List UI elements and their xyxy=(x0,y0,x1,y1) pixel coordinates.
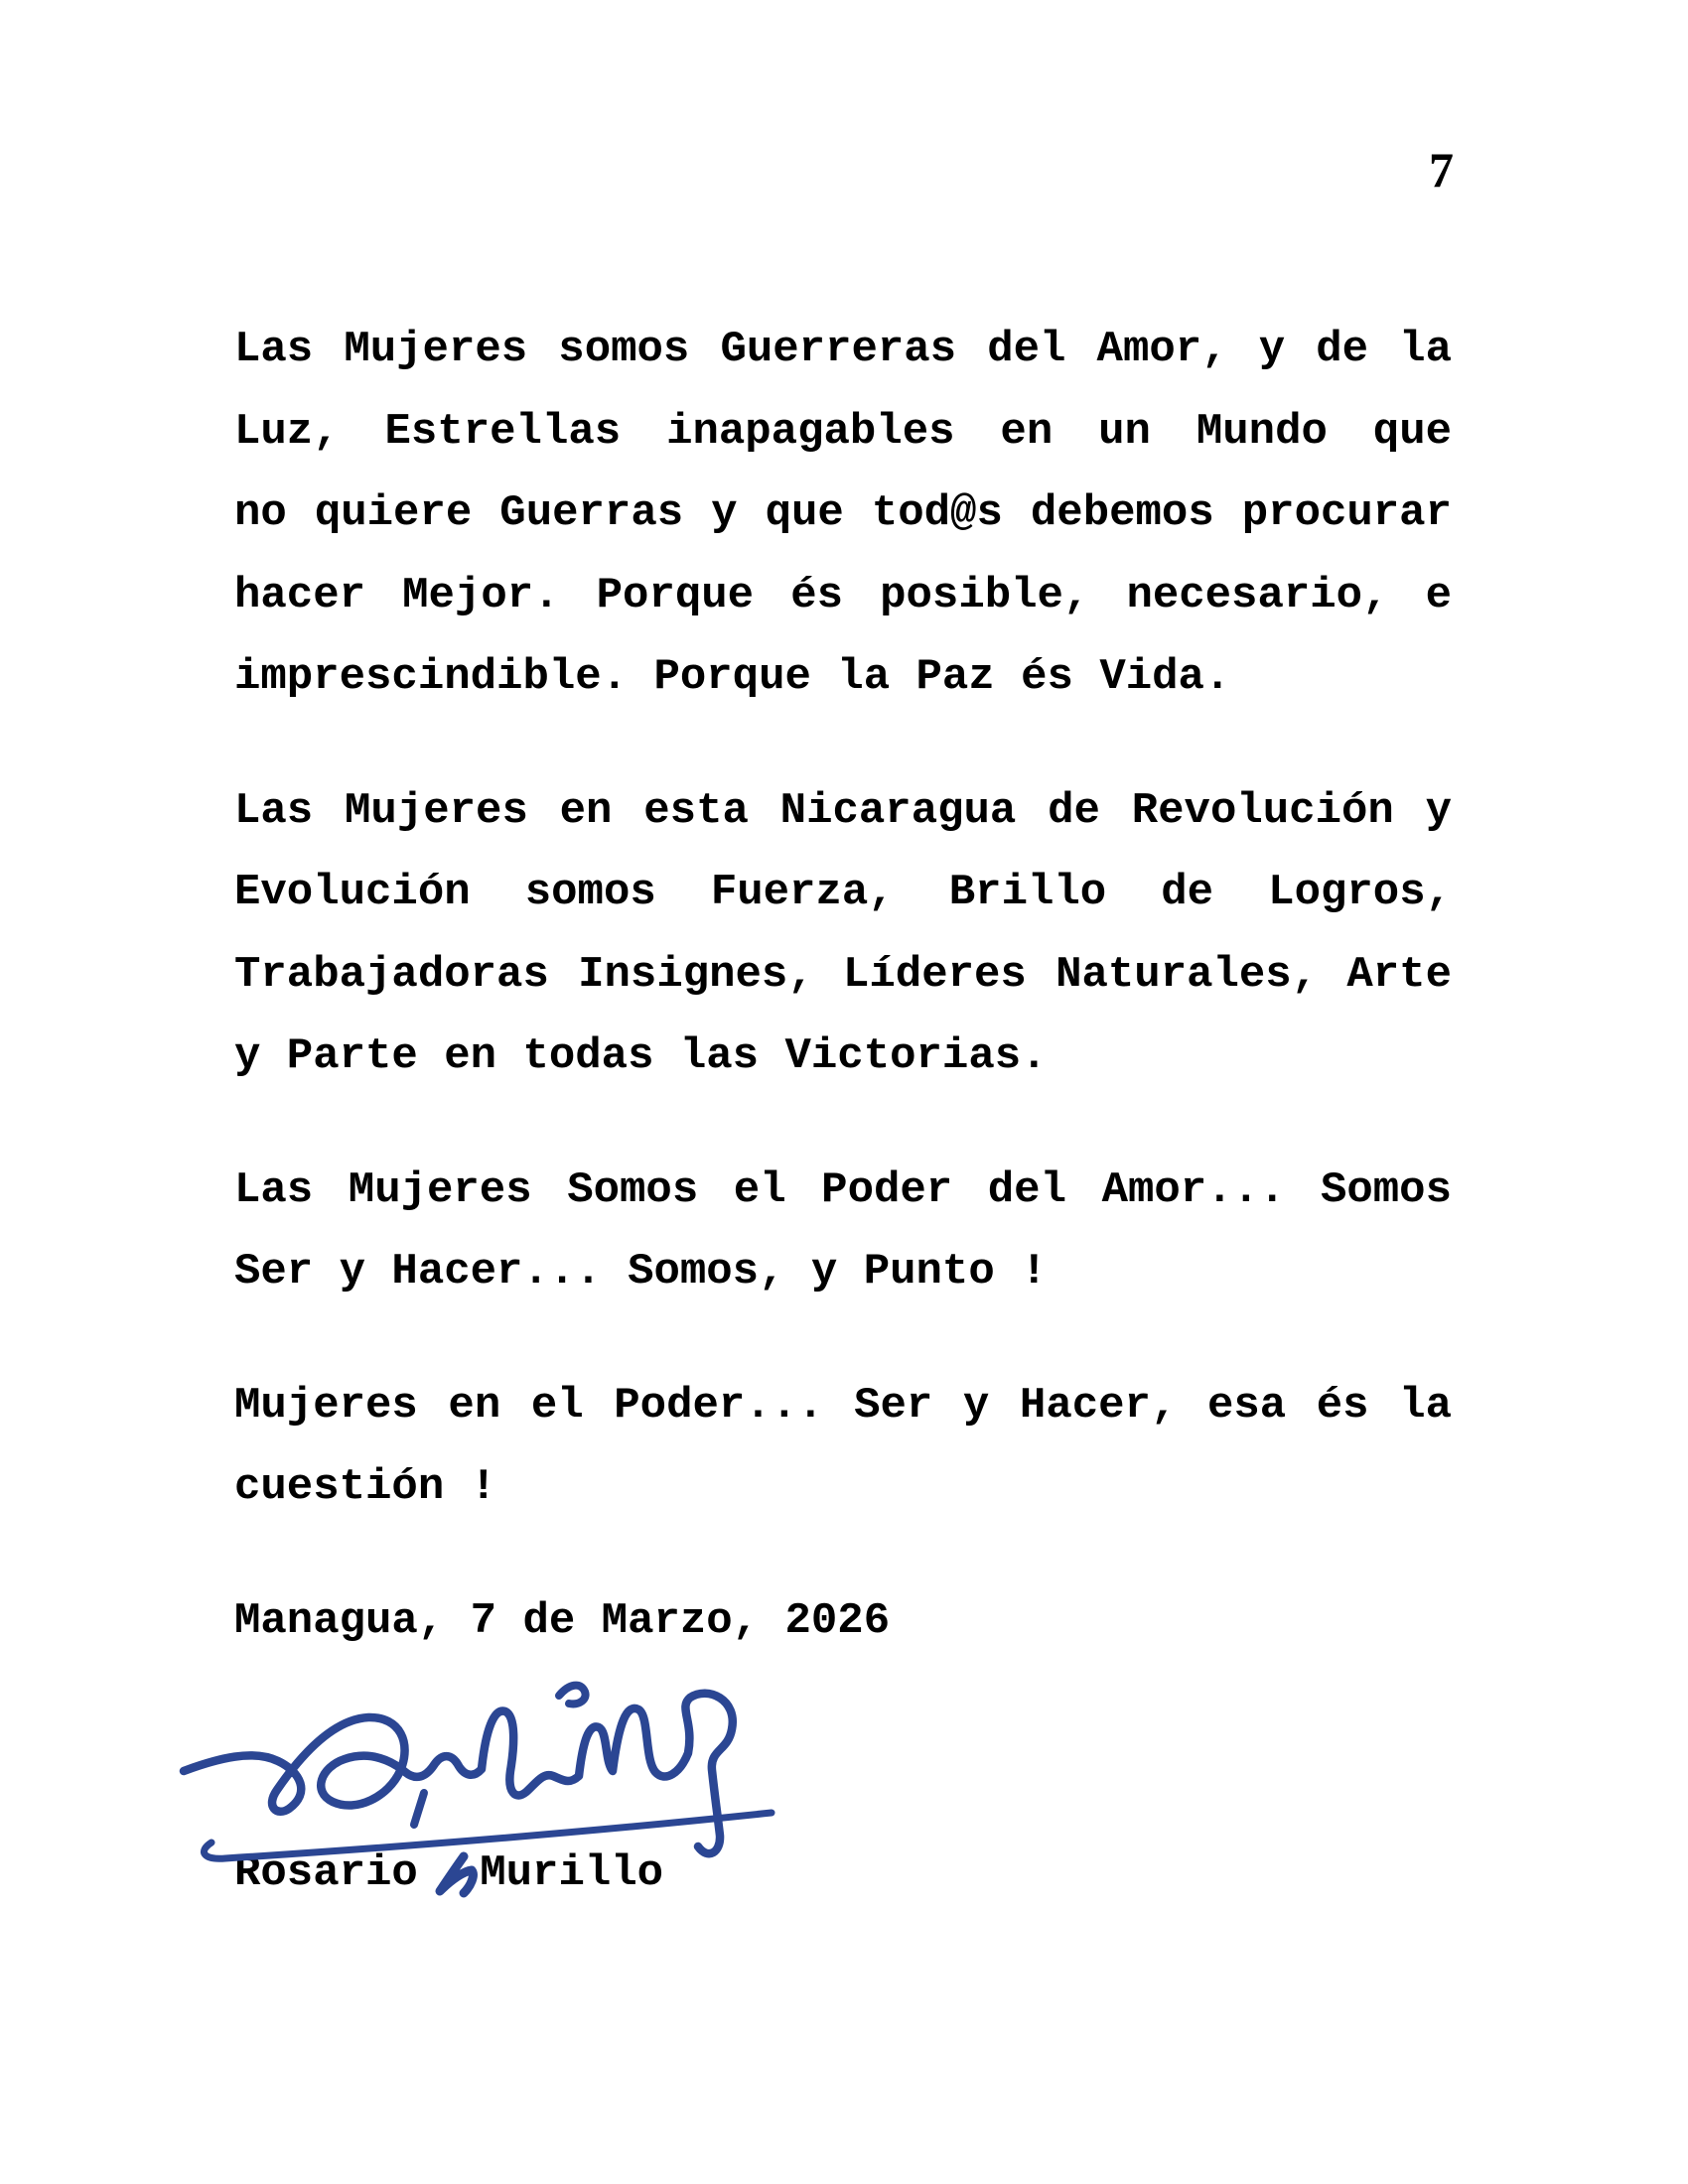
signature-descender-stroke xyxy=(414,1793,424,1825)
text-line: Trabajadoras Insignes, Líderes Naturales, Arte xyxy=(234,949,1452,1000)
text-line: cuestión ! xyxy=(234,1462,497,1512)
page-number: 7 xyxy=(1429,142,1454,198)
handwritten-signature-icon xyxy=(164,1674,799,1902)
signature-main-stroke xyxy=(184,1694,733,1853)
text-line: hacer Mejor. Porque és posible, necesario, e xyxy=(234,570,1452,620)
text-line: Las Mujeres Somos el Poder del Amor... Somos xyxy=(234,1164,1452,1215)
text-line: y Parte en todas las Victorias. xyxy=(234,1031,1048,1081)
text-line: Luz, Estrellas inapagables en un Mundo que xyxy=(234,406,1452,457)
text-line: no quiere Guerras y que tod@s debemos procurar xyxy=(234,488,1452,538)
paragraph xyxy=(234,309,1452,719)
signature-name: Rosario Murillo xyxy=(234,1848,664,1898)
text-line: Mujeres en el Poder... Ser y Hacer, esa és la xyxy=(234,1380,1452,1431)
text-line: Las Mujeres en esta Nicaragua de Revolución y xyxy=(234,785,1452,836)
signature-underline-stroke xyxy=(204,1813,772,1858)
paragraph xyxy=(234,1365,1452,1529)
text-line: Evolución somos Fuerza, Brillo de Logros, xyxy=(234,868,1452,917)
signature-flourish-stroke xyxy=(440,1856,473,1893)
text-line: Las Mujeres somos Guerreras del Amor, y de la xyxy=(234,325,1452,374)
text-line: imprescindible. Porque la Paz és Vida. xyxy=(234,652,1231,702)
paragraph-list xyxy=(234,309,1452,1529)
paragraph xyxy=(234,1150,1452,1313)
dateline: Managua, 7 de Marzo, 2026 xyxy=(234,1595,891,1646)
paragraph xyxy=(234,770,1452,1098)
signature-accent-stroke xyxy=(559,1686,586,1705)
text-line: Ser y Hacer... Somos, y Punto ! xyxy=(234,1247,1048,1297)
